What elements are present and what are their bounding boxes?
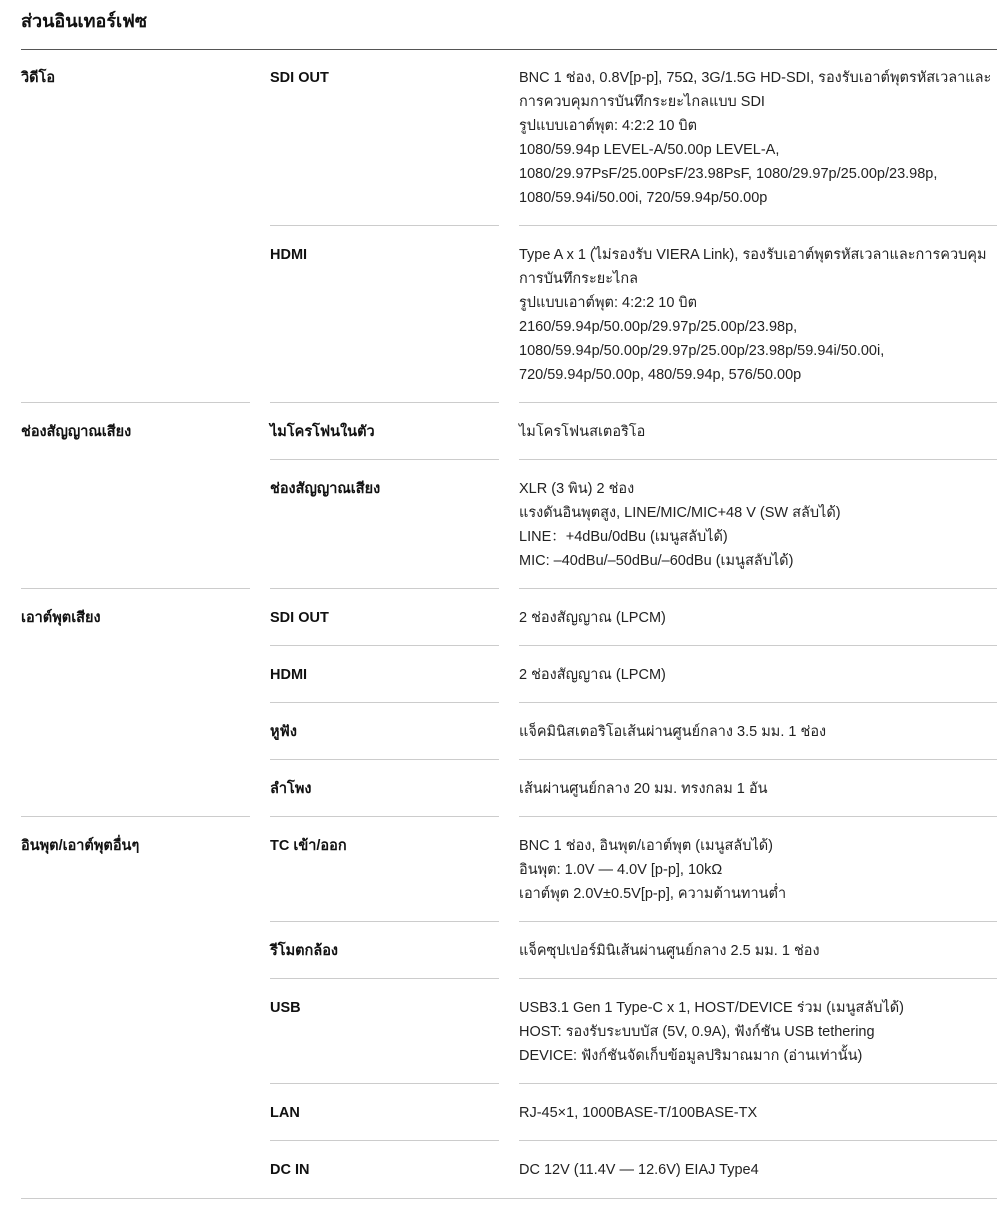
spec-value-line: เอาต์พุต 2.0V±0.5V[p-p], ความต้านทานต่ำ	[519, 886, 787, 902]
spec-value-line: 1080/29.97PsF/25.00PsF/23.98PsF, 1080/29.97p/25.00p/23.98p,	[519, 166, 938, 182]
spec-label: ไมโครโฟนในตัว	[270, 424, 375, 440]
spec-value-line: 2160/59.94p/50.00p/29.97p/25.00p/23.98p,	[519, 319, 798, 335]
spec-value-line: รูปแบบเอาต์พุต: 4:2:2 10 บิต	[519, 118, 698, 134]
spec-row	[270, 49, 997, 226]
spec-value	[519, 663, 999, 687]
group-label: เอาต์พุตเสียง	[21, 610, 101, 626]
spec-row	[270, 979, 997, 1084]
spec-value	[519, 420, 999, 444]
spec-label: SDI OUT	[270, 610, 329, 626]
spec-value-line: HOST: รองรับระบบบัส (5V, 0.9A), ฟังก์ชัน USB tethering	[519, 1024, 875, 1040]
spec-label: DC IN	[270, 1162, 310, 1178]
spec-value-line: การบันทึกระยะไกล	[519, 271, 638, 287]
spec-group	[21, 589, 997, 817]
spec-value	[519, 1158, 999, 1182]
spec-value	[519, 777, 999, 801]
spec-value	[519, 1101, 999, 1125]
group-label: วิดีโอ	[21, 70, 56, 86]
spec-row	[270, 922, 997, 979]
spec-value-line: DEVICE: ฟังก์ชันจัดเก็บข้อมูลปริมาณมาก (อ่านเท่านั้น)	[519, 1048, 863, 1064]
spec-value	[519, 243, 999, 387]
spec-label: LAN	[270, 1105, 300, 1121]
spec-row	[270, 403, 997, 460]
spec-group	[21, 817, 997, 1198]
spec-row	[270, 226, 997, 403]
spec-value-line: รูปแบบเอาต์พุต: 4:2:2 10 บิต	[519, 295, 698, 311]
spec-value-line: ไมโครโฟนสเตอริโอ	[519, 424, 646, 440]
spec-label: รีโมตกล้อง	[270, 943, 339, 959]
spec-value	[519, 720, 999, 744]
spec-value-line: 1080/59.94p LEVEL-A/50.00p LEVEL-A,	[519, 142, 780, 158]
spec-row	[270, 460, 997, 589]
spec-row	[270, 646, 997, 703]
spec-value	[519, 996, 999, 1068]
spec-row	[270, 1141, 997, 1198]
spec-value-line: 720/59.94p/50.00p, 480/59.94p, 576/50.00p	[519, 367, 802, 383]
spec-value-line: การควบคุมการบันทึกระยะไกลแบบ SDI	[519, 94, 765, 110]
spec-label: SDI OUT	[270, 70, 329, 86]
spec-value-line: RJ-45×1, 1000BASE-T/100BASE-TX	[519, 1105, 758, 1121]
section-title: ส่วนอินเทอร์เฟซ	[21, 11, 148, 31]
spec-value-line: BNC 1 ช่อง, อินพุต/เอาต์พุต (เมนูสลับได้)	[519, 838, 774, 854]
spec-label: USB	[270, 1000, 301, 1016]
spec-label: HDMI	[270, 667, 308, 683]
spec-row	[270, 760, 997, 817]
spec-value	[519, 939, 999, 963]
spec-value-line: LINE：+4dBu/0dBu (เมนูสลับได้)	[519, 529, 728, 545]
spec-value-line: DC 12V (11.4V — 12.6V) EIAJ Type4	[519, 1162, 759, 1178]
spec-value-line: BNC 1 ช่อง, 0.8V[p-p], 75Ω, 3G/1.5G HD-SDI, รองรับเอาต์พุตรหัสเวลาและ	[519, 70, 992, 86]
spec-value	[519, 477, 999, 573]
group-label: ช่องสัญญาณเสียง	[21, 424, 132, 440]
spec-row	[270, 703, 997, 760]
spec-value-line: Type A x 1 (ไม่รองรับ VIERA Link), รองรับเอาต์พุตรหัสเวลาและการควบคุม	[519, 247, 987, 263]
spec-value-line: MIC: –40dBu/–50dBu/–60dBu (เมนูสลับได้)	[519, 553, 794, 569]
spec-label: ลำโพง	[270, 781, 312, 797]
spec-value-line: 1080/59.94i/50.00i, 720/59.94p/50.00p	[519, 190, 768, 206]
spec-row	[270, 1084, 997, 1141]
spec-value-line: แจ็คมินิสเตอริโอเส้นผ่านศูนย์กลาง 3.5 มม. 1 ช่อง	[519, 724, 827, 740]
spec-label: ช่องสัญญาณเสียง	[270, 481, 381, 497]
spec-value-line: 1080/59.94p/50.00p/29.97p/25.00p/23.98p/59.94i/50.00i,	[519, 343, 885, 359]
spec-value-line: เส้นผ่านศูนย์กลาง 20 มม. ทรงกลม 1 อัน	[519, 781, 768, 797]
spec-label: หูฟัง	[270, 724, 297, 740]
spec-row	[270, 589, 997, 646]
spec-value-line: USB3.1 Gen 1 Type-C x 1, HOST/DEVICE ร่วม (เมนูสลับได้)	[519, 1000, 905, 1016]
spec-group	[21, 49, 997, 403]
table-bottom-divider	[21, 1198, 997, 1199]
spec-value-line: อินพุต: 1.0V — 4.0V [p-p], 10kΩ	[519, 862, 723, 878]
spec-value-line: XLR (3 พิน) 2 ช่อง	[519, 481, 635, 497]
spec-value-line: 2 ช่องสัญญาณ (LPCM)	[519, 667, 666, 683]
spec-value	[519, 66, 999, 210]
spec-label: HDMI	[270, 247, 308, 263]
spec-value	[519, 834, 999, 906]
spec-value	[519, 606, 999, 630]
group-label: อินพุต/เอาต์พุตอื่นๆ	[21, 838, 140, 854]
spec-value-line: แจ็คซุปเปอร์มินิเส้นผ่านศูนย์กลาง 2.5 มม. 1 ช่อง	[519, 943, 820, 959]
spec-row	[270, 817, 997, 922]
spec-value-line: 2 ช่องสัญญาณ (LPCM)	[519, 610, 666, 626]
spec-value-line: แรงดันอินพุตสูง, LINE/MIC/MIC+48 V (SW สลับได้)	[519, 505, 841, 521]
spec-label: TC เข้า/ออก	[270, 838, 347, 854]
spec-group	[21, 403, 997, 589]
